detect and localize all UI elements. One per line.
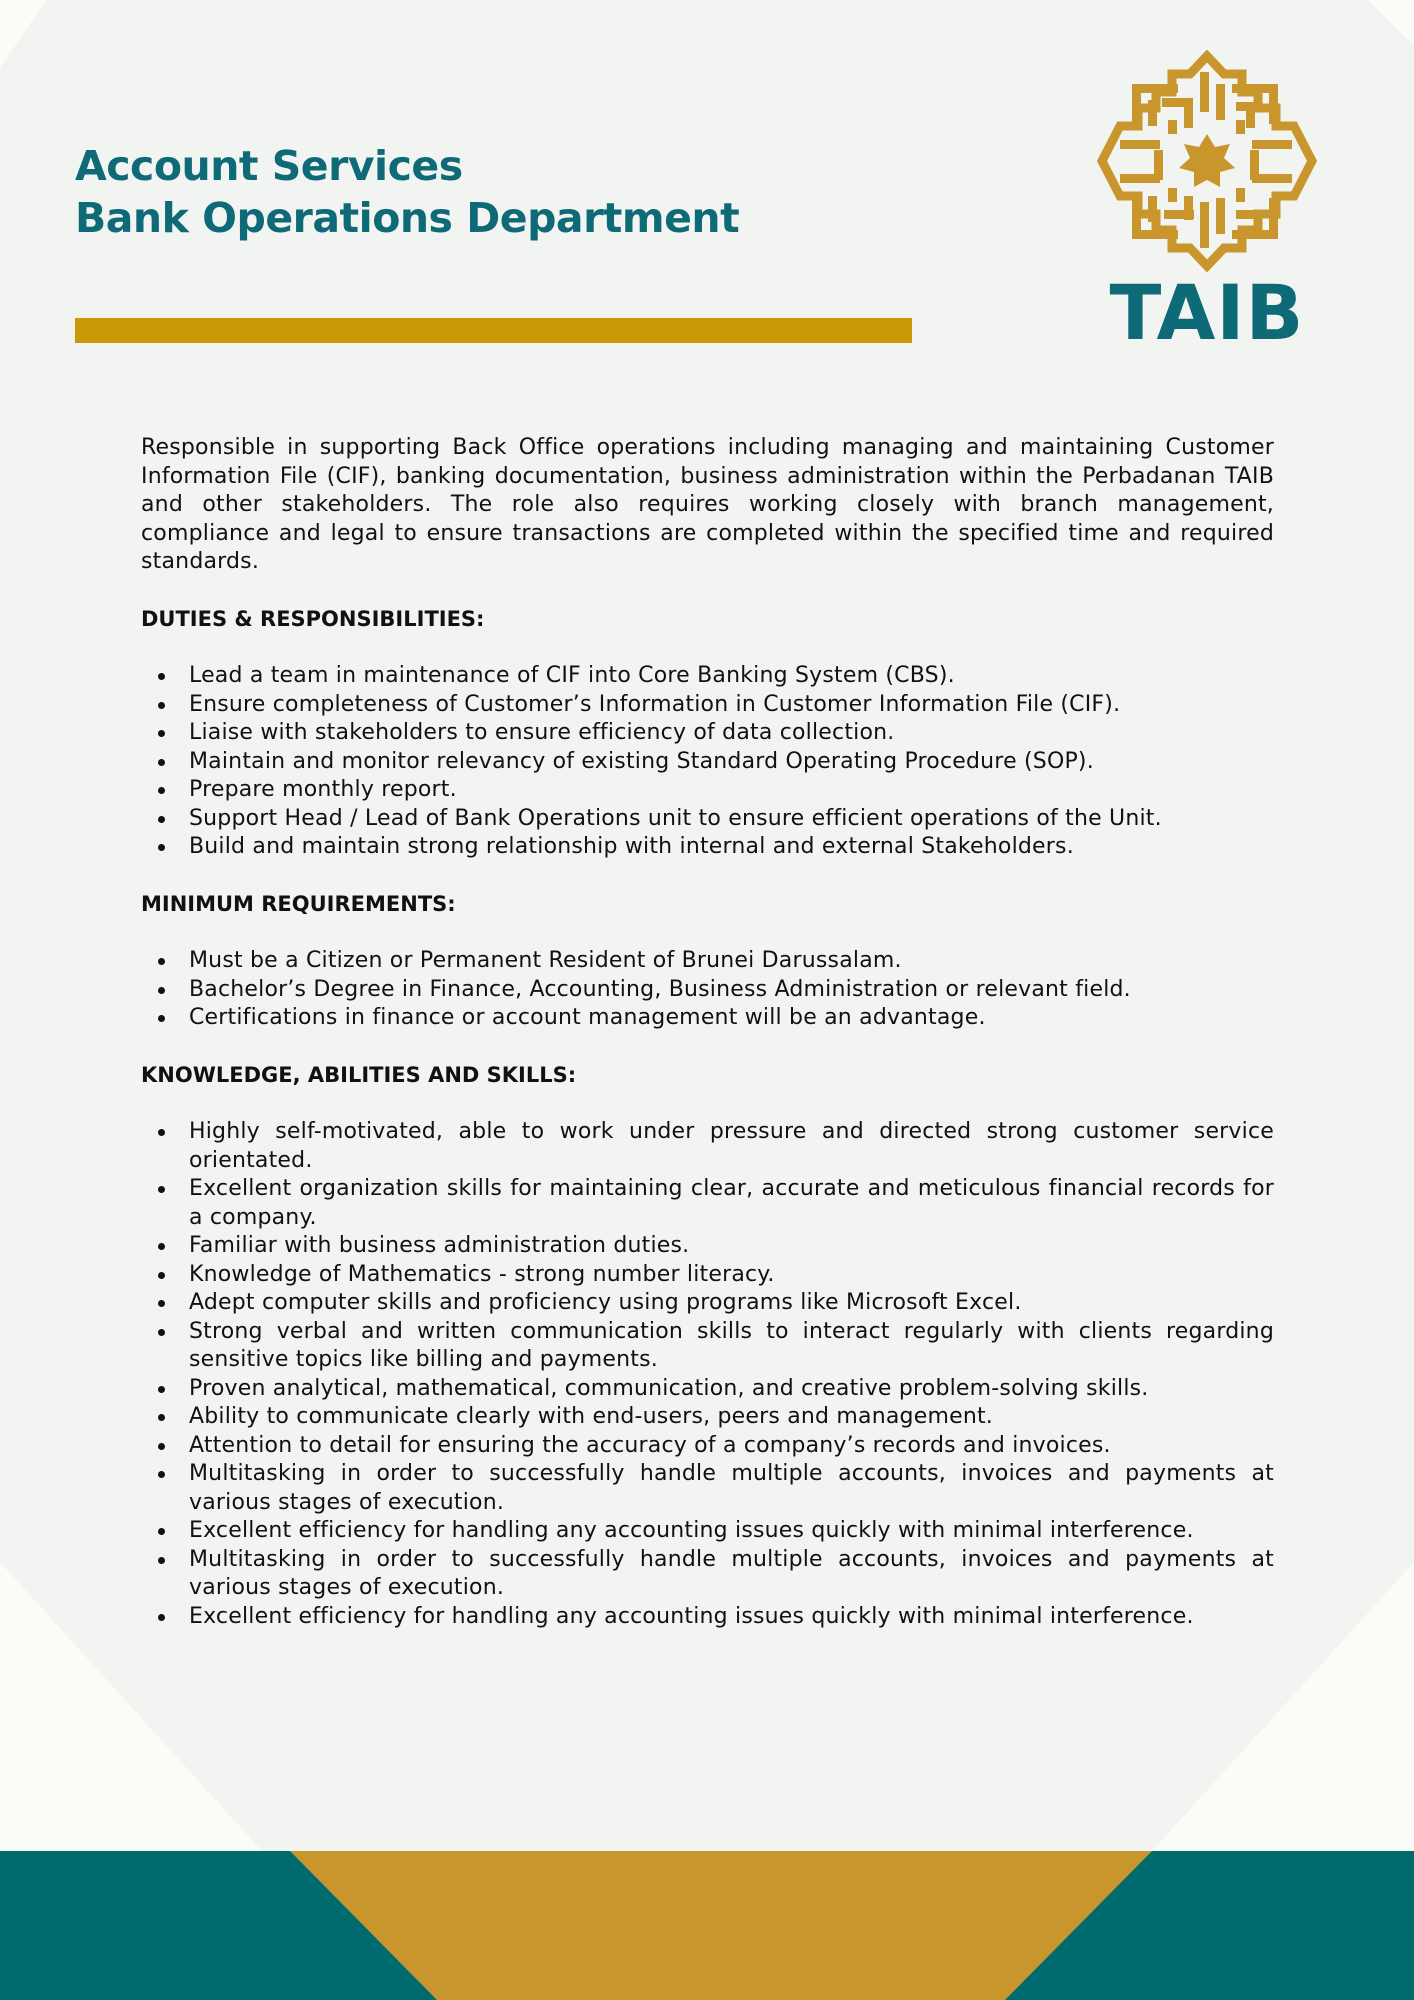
list-item: Excellent organization skills for maintaining clear, accurate and meticulous financial records for a company.: [189, 1175, 1274, 1232]
job-description: [141, 434, 1274, 1659]
section-heading: DUTIES & RESPONSIBILITIES:: [141, 606, 485, 631]
duties-list: [141, 662, 1274, 862]
list-item: Lead a team in maintenance of CIF into Core Banking System (CBS).: [189, 662, 1274, 691]
list-item: Familiar with business administration duties.: [189, 1232, 1274, 1261]
title-line-1: Account Services: [75, 142, 463, 190]
taib-logo: [1096, 50, 1318, 357]
list-item: Bachelor’s Degree in Finance, Accounting, Business Administration or relevant field.: [189, 976, 1274, 1005]
list-item: Liaise with stakeholders to ensure efficiency of data collection.: [189, 719, 1274, 748]
list-item: Proven analytical, mathematical, communication, and creative problem-solving skills.: [189, 1375, 1274, 1404]
footer-band: [0, 1851, 1414, 2000]
section-heading: MINIMUM REQUIREMENTS:: [141, 891, 456, 916]
list-item: Support Head / Lead of Bank Operations unit to ensure efficient operations of the Unit.: [189, 805, 1274, 834]
logo-wordmark: TAIB: [1109, 268, 1305, 357]
requirements-list: [141, 947, 1274, 1033]
footer-gold-trapezoid: [290, 1851, 1152, 2000]
intro-paragraph: Responsible in supporting Back Office operations including managing and maintaining Customer Information File (CIF), banking documentation, business administration within the Perbadanan TAIB and other stakeholders. The role also requires working closely with branch management, compliance and legal to ensure transactions are completed within the specified time and required standards.: [141, 435, 1274, 574]
list-item: Excellent efficiency for handling any accounting issues quickly with minimal interference.: [189, 1517, 1274, 1546]
list-item: Ensure completeness of Customer’s Information in Customer Information File (CIF).: [189, 691, 1274, 720]
section-duties: [141, 605, 1274, 862]
list-item: Knowledge of Mathematics - strong number literacy.: [189, 1261, 1274, 1290]
list-item: Must be a Citizen or Permanent Resident of Brunei Darussalam.: [189, 947, 1274, 976]
list-item: Multitasking in order to successfully handle multiple accounts, invoices and payments at various stages of execution.: [189, 1460, 1274, 1517]
list-item: Ability to communicate clearly with end-users, peers and management.: [189, 1403, 1274, 1432]
list-item: Certifications in finance or account management will be an advantage.: [189, 1004, 1274, 1033]
page-title: [75, 140, 739, 244]
list-item: Excellent efficiency for handling any accounting issues quickly with minimal interference.: [189, 1603, 1274, 1632]
section-requirements: [141, 890, 1274, 1033]
list-item: Attention to detail for ensuring the accuracy of a company’s records and invoices.: [189, 1432, 1274, 1461]
header-divider-bar: [75, 318, 912, 343]
list-item: Strong verbal and written communication skills to interact regularly with clients regarding sensitive topics like billing and payments.: [189, 1318, 1274, 1375]
list-item: Build and maintain strong relationship with internal and external Stakeholders.: [189, 833, 1274, 862]
list-item: Multitasking in order to successfully handle multiple accounts, invoices and payments at various stages of execution.: [189, 1546, 1274, 1603]
skills-list: [141, 1118, 1274, 1631]
title-line-2: Bank Operations Department: [75, 194, 740, 242]
section-heading: KNOWLEDGE, ABILITIES AND SKILLS:: [141, 1062, 577, 1087]
list-item: Adept computer skills and proficiency using programs like Microsoft Excel.: [189, 1289, 1274, 1318]
section-skills: [141, 1061, 1274, 1632]
kufic-calligraphy-emblem-icon: [1096, 50, 1318, 272]
list-item: Maintain and monitor relevancy of existing Standard Operating Procedure (SOP).: [189, 748, 1274, 777]
list-item: Prepare monthly report.: [189, 776, 1274, 805]
list-item: Highly self-motivated, able to work under pressure and directed strong customer service orientated.: [189, 1118, 1274, 1175]
